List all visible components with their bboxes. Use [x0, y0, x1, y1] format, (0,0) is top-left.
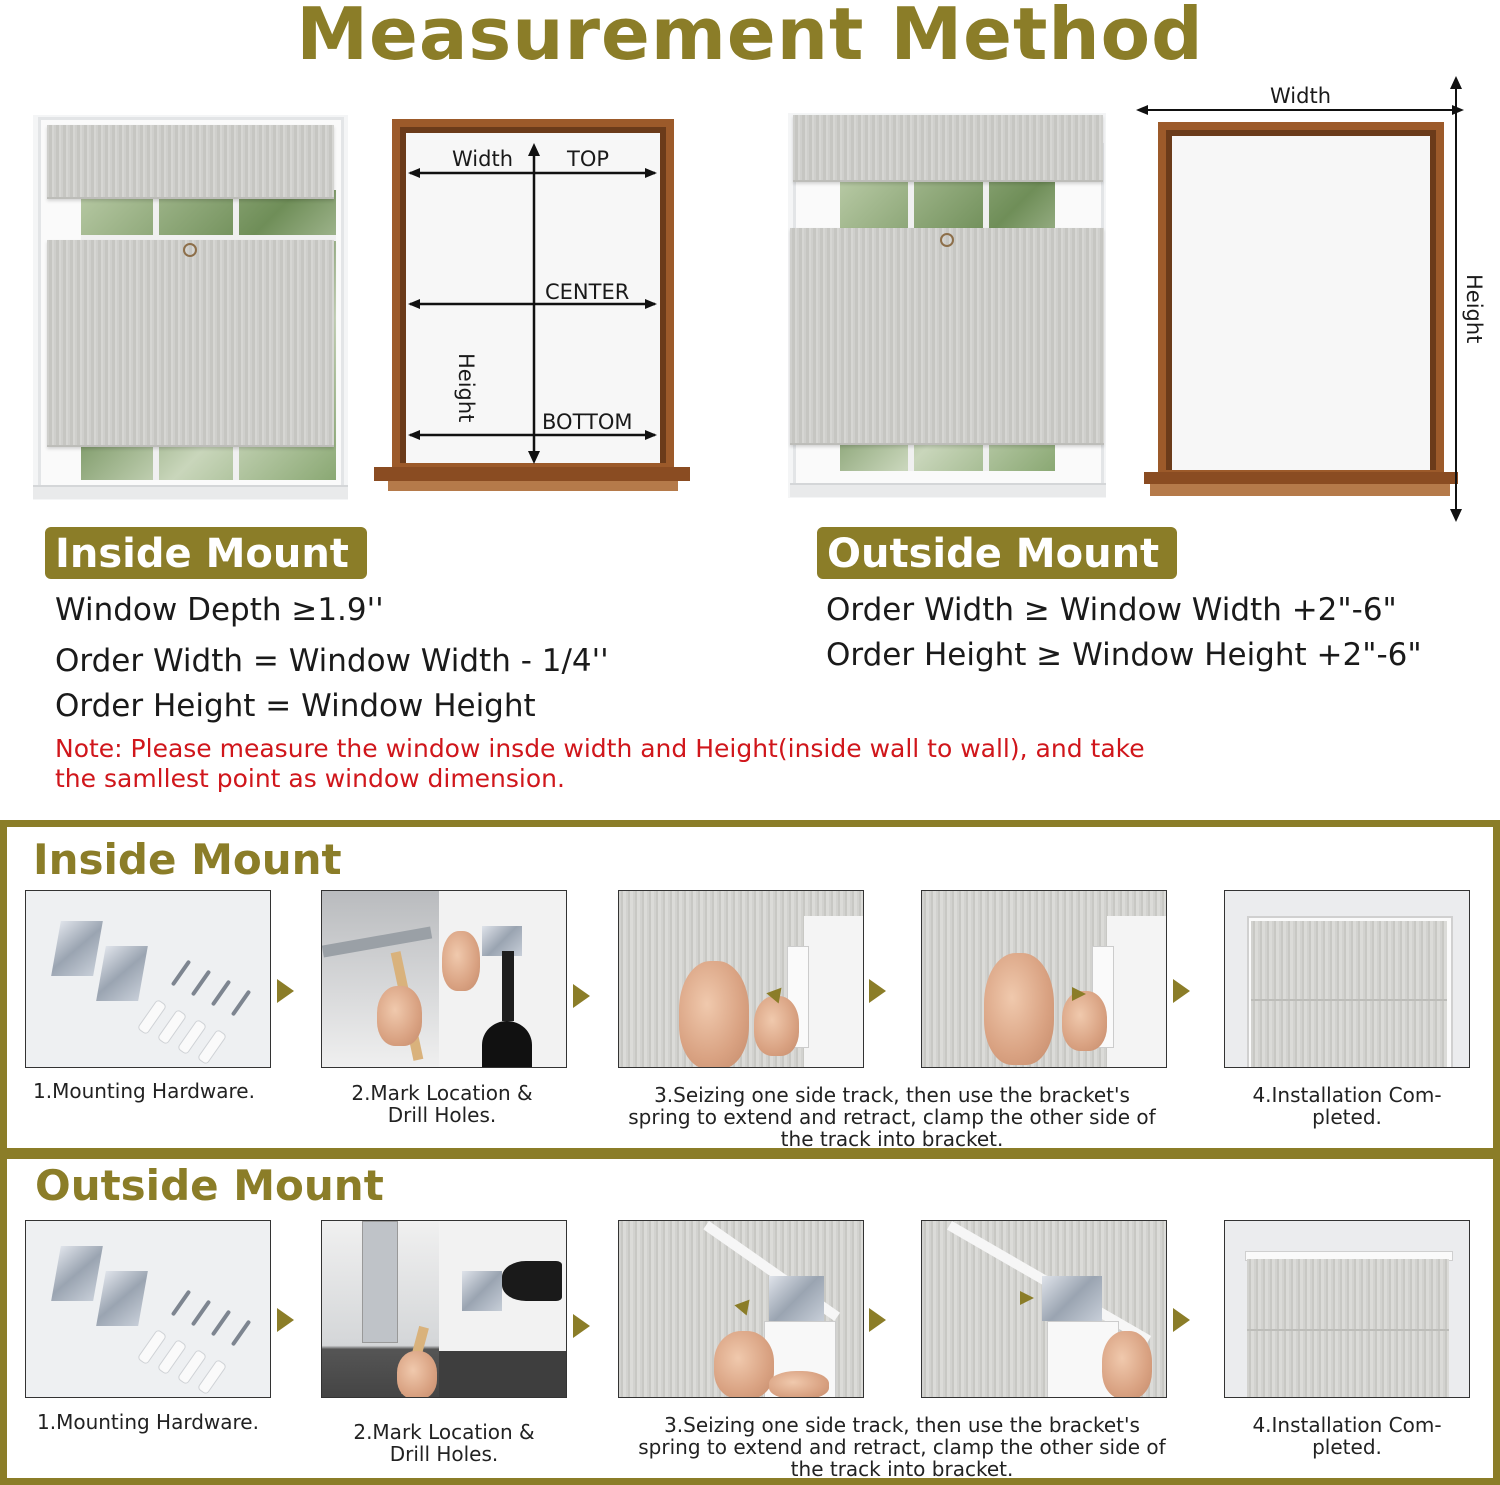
outside-rule-width: Order Width ≥ Window Width +2"-6"	[826, 592, 1397, 628]
outside-rule-height: Order Height ≥ Window Height +2"-6"	[826, 637, 1422, 673]
outside-step-1-caption: 1.Mounting Hardware.	[37, 1410, 259, 1434]
inside-top-label: TOP	[567, 147, 610, 171]
inside-rule-width: Order Width = Window Width - 1/4''	[55, 643, 609, 679]
outside-step-2-caption: 2.Mark Location & Drill Holes.	[353, 1420, 535, 1466]
outside-step-3-image-a	[618, 1220, 864, 1398]
inside-step-4-image	[1224, 890, 1470, 1068]
inside-step-2-image	[321, 890, 567, 1068]
inside-step-3-caption: 3.Seizing one side track, then use the bracket's spring to extend and retract, clamp the other side of the track into bracket.	[628, 1083, 1156, 1151]
inside-rule-height: Order Height = Window Height	[55, 688, 536, 724]
outside-width-label: Width	[1270, 84, 1332, 108]
inside-mount-shade-photo	[33, 115, 348, 500]
inside-step-arrow-1	[277, 979, 294, 1003]
outside-height-label: Height	[1462, 274, 1486, 344]
outside-mount-shade-photo	[788, 113, 1106, 498]
outside-mount-diagram	[1130, 72, 1492, 527]
inside-steps-title: Inside Mount	[33, 835, 342, 884]
outside-step-3-caption: 3.Seizing one side track, then use the bracket's spring to extend and retract, clamp the other side of the track into bracket.	[638, 1413, 1166, 1481]
inside-step-1-image	[25, 890, 271, 1068]
inside-step-4-caption: 4.Installation Com- pleted.	[1252, 1083, 1442, 1129]
outside-step-arrow-3	[869, 1308, 886, 1332]
outside-step-arrow-1	[277, 1308, 294, 1332]
inside-height-label: Height	[454, 353, 478, 423]
note-line-1: Note: Please measure the window insde width and Height(inside wall to wall), and take	[55, 734, 1145, 763]
inside-bottom-label: BOTTOM	[542, 410, 633, 434]
inside-step-arrow-4	[1173, 979, 1190, 1003]
inside-mount-diagram	[370, 115, 695, 495]
inside-rule-depth: Window Depth ≥1.9''	[55, 592, 384, 628]
inside-step-3-image-a	[618, 890, 864, 1068]
outside-step-2-image	[321, 1220, 567, 1398]
inside-mount-badge: Inside Mount	[45, 527, 367, 579]
outside-steps-title: Outside Mount	[35, 1161, 384, 1210]
outside-step-1-image	[25, 1220, 271, 1398]
inside-step-3-image-b	[921, 890, 1167, 1068]
outside-step-4-image	[1224, 1220, 1470, 1398]
inside-step-1-caption: 1.Mounting Hardware.	[33, 1079, 255, 1103]
outside-step-3-image-b	[921, 1220, 1167, 1398]
inside-step-arrow-2	[573, 984, 590, 1008]
outside-step-arrow-4	[1173, 1308, 1190, 1332]
page-title: Measurement Method	[296, 0, 1204, 76]
inside-width-label: Width	[452, 147, 514, 171]
outside-mount-steps-panel	[0, 1152, 1500, 1485]
inside-center-label: CENTER	[545, 280, 630, 304]
outside-step-arrow-2	[573, 1314, 590, 1338]
inside-step-arrow-3	[869, 979, 886, 1003]
outside-mount-badge: Outside Mount	[817, 527, 1177, 579]
outside-step-4-caption: 4.Installation Com- pleted.	[1252, 1413, 1442, 1459]
note-line-2: the samllest point as window dimension.	[55, 764, 565, 793]
inside-mount-steps-panel	[0, 820, 1500, 1155]
inside-step-2-caption: 2.Mark Location & Drill Holes.	[351, 1081, 533, 1127]
measurement-note	[55, 734, 1255, 794]
